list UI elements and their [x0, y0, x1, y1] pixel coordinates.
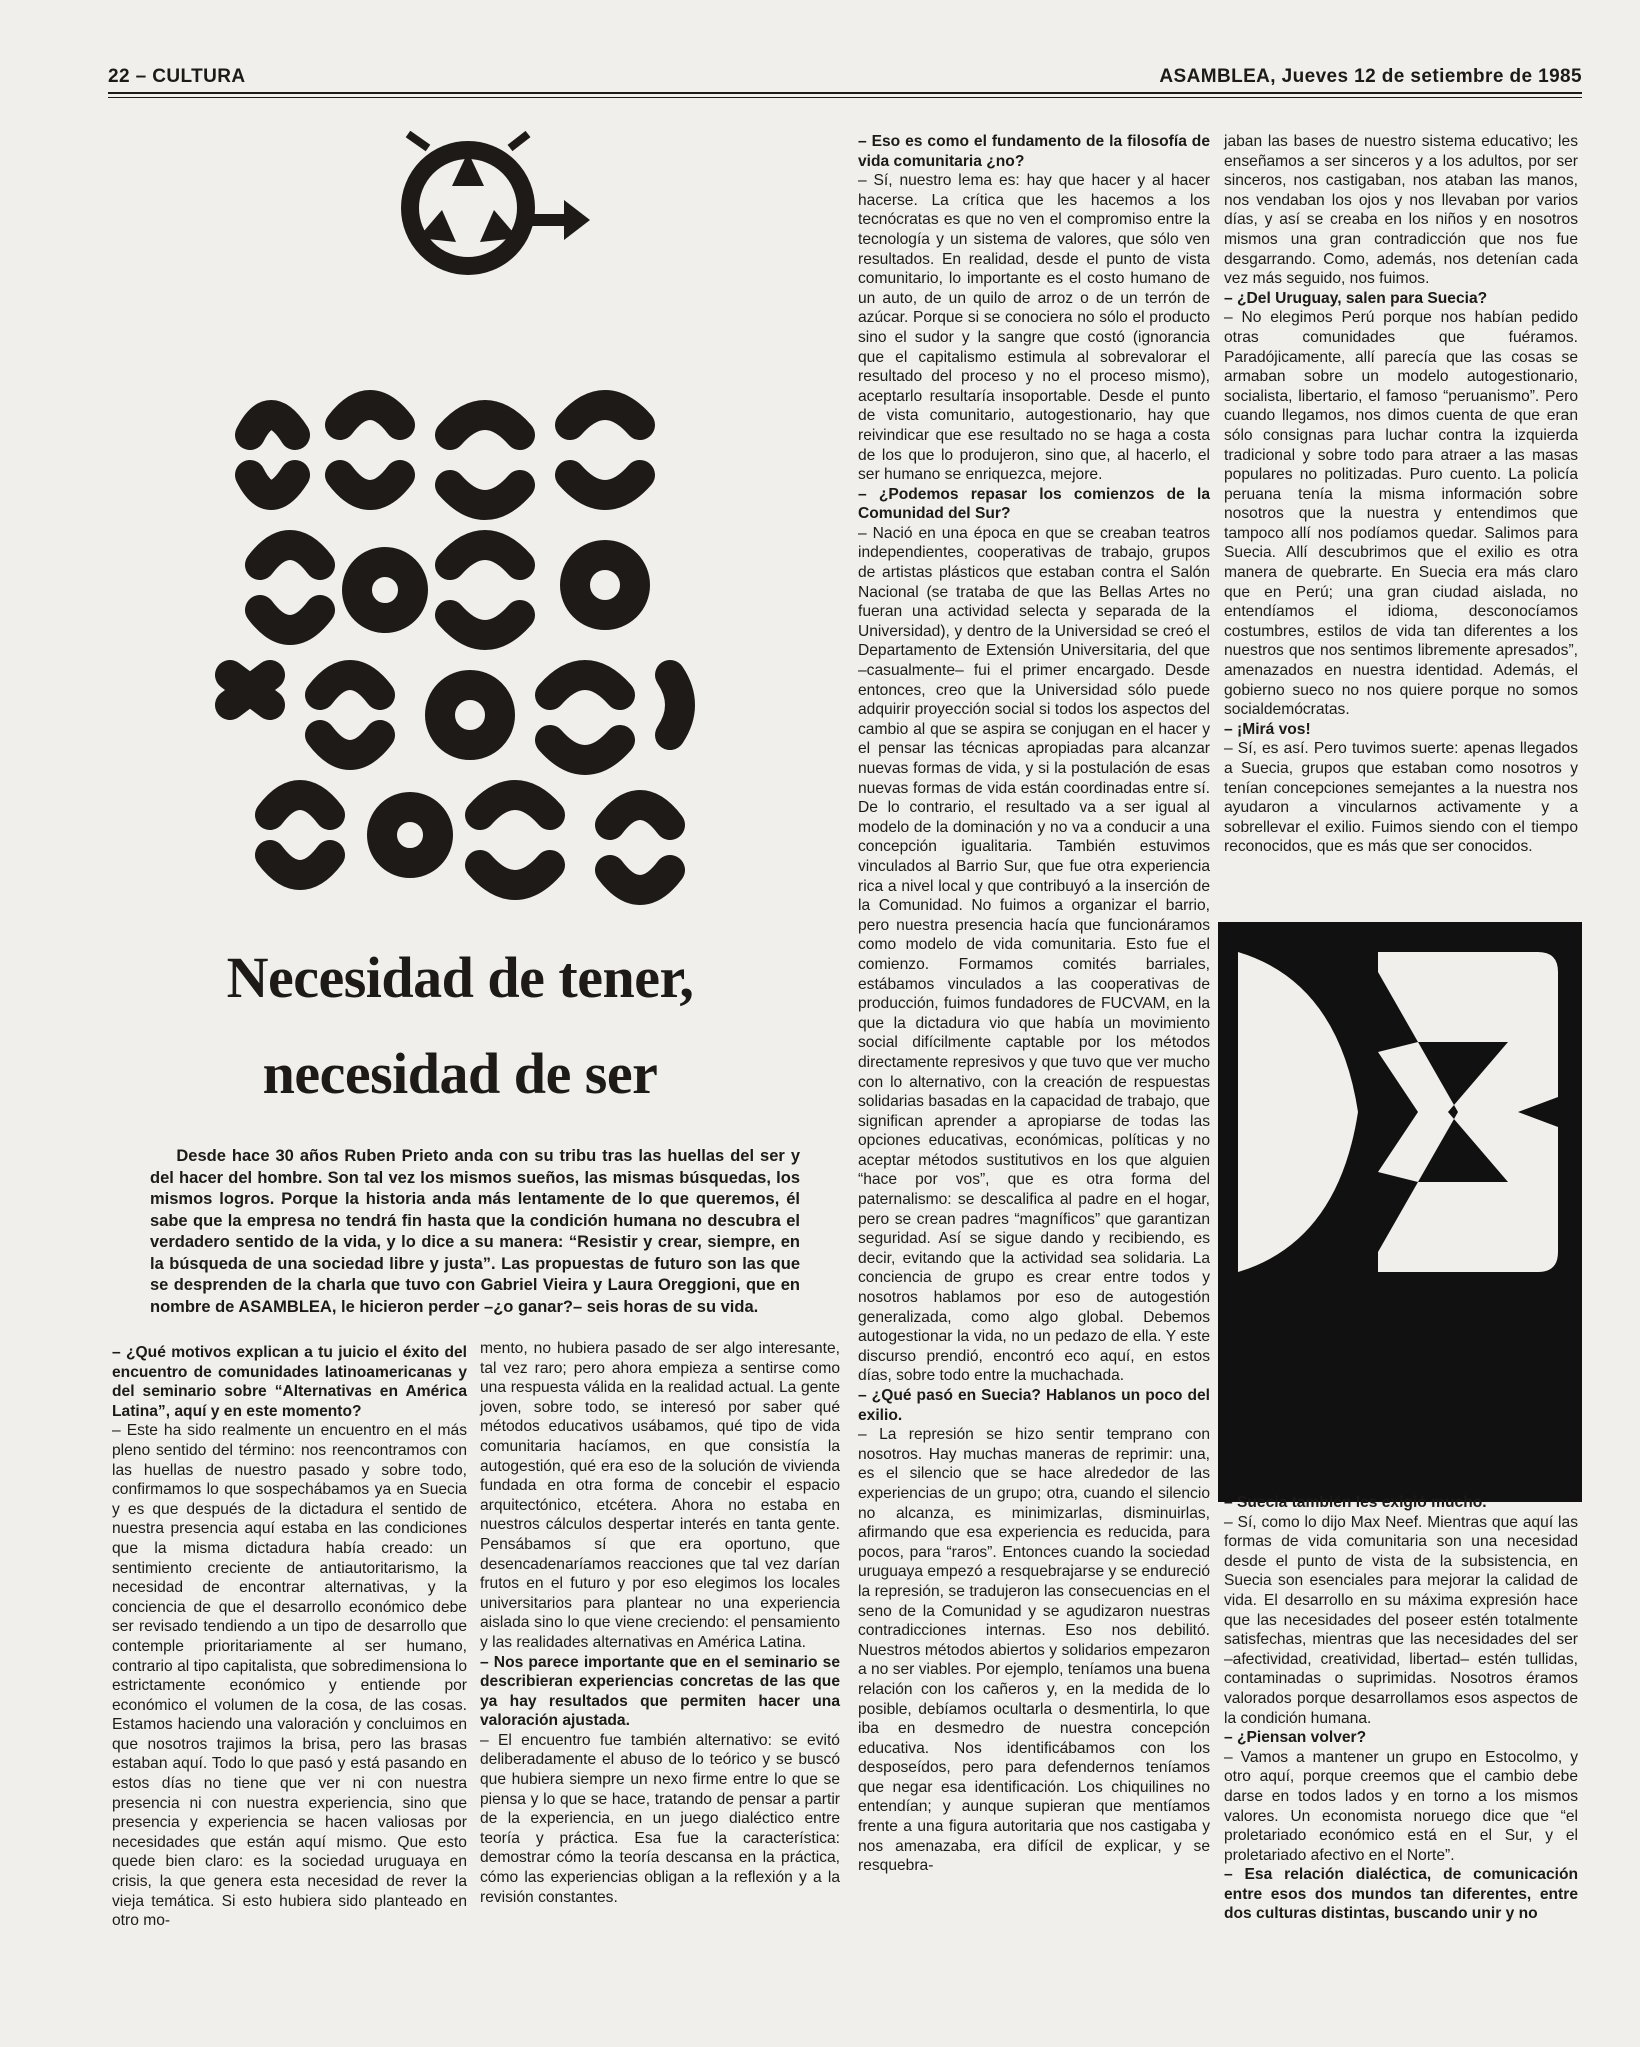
column-2: [480, 1339, 840, 1907]
community-logo: [1218, 922, 1582, 1502]
article-lead: Desde hace 30 años Ruben Prieto anda con su tribu tras las huellas del ser y del hacer del hombre. Son tal vez los mismos sueños, las mismas búsquedas, los mismos logros. Porque la historia anda más lentamente de lo que queremos, él sabe que la empresa no tendrá fin hasta que la condición humana no descubra el verdadero sentido de la vida, y lo dice a su manera: “Resistir y crear, siempre, en la búsqueda de una sociedad libre y justa”. Las propuestas de futuro son las que se desprenden de la charla que tuvo con Gabriel Vieira y Laura Oreggioni, que en nombre de ASAMBLEA, le hicieron perder –¿o ganar?– seis horas de su vida.: [150, 1147, 800, 1316]
interview-question: – Suecia también les exigió mucho.: [1224, 1494, 1487, 1511]
interview-answer: – Nació en una época en que se creaban teatros independientes, cooperativas de trabajo, grupos de artistas plásticos que estaban contra el Salón Nacional (se trataba de que las Bellas Artes no fueran una actividad selecta y separada de la Universidad), y dentro de la Universidad se creó el Departamento de Extensión Universitaria, del que –casualmente– fui el primer encargado. Desde entonces, creo que la Universidad sólo puede adquirir proyección social si todos los aspectos del cambio al que se aspira se conjugan en el hacer y el pensar las técnicas apropiadas para alcanzar nuevas formas de vida, y si la postulación de esas nuevas formas de vida están coordinadas entre sí. De lo contrario, el resultado va a ser igual al modelo de la dominación y no va a conducir a una concepción igualitaria. También estuvimos vinculados al Barrio Sur, que fue otra experiencia rica a nivel local y que contribuyó a la inserción de la Comunidad. No fuimos a organizar el barrio, pero nuestra presencia hacía que funcionáramos como modelo de vida comunitaria. Esto fue el comienzo. Formamos comités barriales, estábamos vinculados a las cooperativas de producción, fuimos fundadores de FUCVAM, en la que la dictadura vio que había un movimiento social difícilmente captable por los métodos directamente represivos y que tuvo que ver mucho con lo alternativo, con la creación de respuestas solidarias basadas en la capacidad de trabajo, que significan aprender a apropiarse de todas las opciones educativas, económicas, políticas y no aceptar métodos sustitutivos en los que alguien “hace por vos”, que es otra forma del paternalismo: se descalifica al padre en el hogar, pero se crean padres “magníficos” que garantizan seguridad. Así se sigue dando y recibiendo, es decir, evitando que la actividad sea solidaria. La conciencia de grupo es crear entre todos y nosotros hablamos por eso de autogestión generalizada, como algo global. Debemos autogestionar la vida, no un pedazo de ella. Y este discurso prendió, encontró eco aquí, en estos días, sobre todo entre la muchachada.: [858, 524, 1210, 1385]
interview-question: – ¿Podemos repasar los comienzos de la Comunidad del Sur?: [858, 485, 1210, 523]
interview-question: – Nos parece importante que en el seminario se describieran experiencias concretas de las que ya hay resultados que permiten hacer una valoración ajustada.: [480, 1653, 840, 1730]
circle-arrow-symbol-illustration: [368, 130, 598, 280]
column-3: [858, 132, 1210, 1876]
interview-question: – Eso es como el fundamento de la filosofía de vida comunitaria ¿no?: [858, 133, 1210, 170]
tribal-pattern-illustration: [210, 375, 720, 920]
interview-question: – ¿Qué motivos explican a tu juicio el éxito del encuentro de comunidades latinoamericanas y del seminario sobre “Alternativas en América Latina”, aquí y en este momento?: [112, 1344, 467, 1420]
interview-answer: – Sí, es así. Pero tuvimos suerte: apenas llegados a Suecia, grupos que estaban como nosotros y tenían concepciones semejantes a la nuestra nos ayudaron a vincularnos activamente y a sobrellevar el exilio. Fuimos siendo con el tiempo reconocidos, que es más que ser conocidos.: [1224, 740, 1578, 856]
column-4: [1224, 132, 1578, 857]
interview-question: – ¿Qué pasó en Suecia? Hablanos un poco del exilio.: [858, 1387, 1210, 1424]
interview-answer: mento, no hubiera pasado de ser algo interesante, tal vez raro; pero ahora empieza a sentirse como una respuesta válida en la realidad actual. La gente joven, sobre todo, se interesó por saber qué métodos educativos usábamos, qué tipo de vida comunitaria hacíamos, en que consistía la autogestión, qué era eso de la solución de vivienda fundada en otra forma de concebir el espacio arquitectónico, etcétera. Ahora no estaba en nuestros cálculos despertar interés en tanta gente. Pensábamos sí que era oportuno, que desencadenaríamos reacciones que tal vez darían frutos en el futuro y por eso elegimos los locales universitarios para plantear no una experiencia aislada sino lo que viene creciendo: el pensamiento y las realidades alternativas en América Latina.: [480, 1340, 840, 1651]
interview-question: – ¿Piensan volver?: [1224, 1729, 1367, 1747]
interview-answer: – La represión se hizo sentir temprano con nosotros. Hay muchas maneras de reprimir: una, es el silencio que se hace alrededor de las experiencias de un grupo; otra, cuando el silencio no alcanza, es minimizarlas, disminuirlas, afirmando que esa experiencia es reducida, para pocos, para “raros”. Entonces cuando la sociedad uruguaya empezó a resquebrajarse y se endureció la represión, se tradujeron las consecuencias en el seno de la Comunidad y se agudizaron nuestras contradicciones internas. Eso nos debilitó. Nuestros métodos abiertos y solidarios empezaron a no ser viables. Por ejemplo, teníamos una buena relación con los cañeros y, en la medida de lo posible, debíamos ocultarla o desmentirla, lo que iba en desmedro de nuestra concepción educativa. Nos identificábamos con los desposeídos, pero para defendernos teníamos que negar esa identificación. Los chiquilines no entendían; y aunque supieran que mentíamos frente a una figura autoritaria que nos castigaba y nos amenazaba, era difícil de explicar, y se resquebra-: [858, 1426, 1210, 1875]
interview-question: – Esa relación dialéctica, de comunicación entre esos dos mundos tan diferentes, entre dos culturas distintas, buscando unir y no: [1224, 1866, 1578, 1923]
title-line-1: Necesidad de tener,: [226, 945, 694, 1010]
header-rule-thin: [108, 97, 1582, 98]
header-rule: [108, 92, 1582, 94]
interview-question: – ¡Mirá vos!: [1224, 720, 1311, 738]
column-1: [112, 1343, 467, 1931]
publication-date: ASAMBLEA, Jueves 12 de setiembre de 1985: [1159, 66, 1582, 87]
interview-answer: – Sí, como lo dijo Max Neef. Mientras que aquí las formas de vida comunitaria son una necesidad desde el punto de vista de la subsistencia, en Suecia son esenciales para mejorar la calidad de vida. El desarrollo en su máxima expresión hace que las necesidades del poseer estén totalmente satisfechas, mientras que las necesidades del ser –afectividad, creatividad, libertad– estén tullidas, contaminadas o suprimidas. Nosotros éramos valorados porque desarrollamos esos aspectos de la condición humana.: [1224, 1513, 1578, 1727]
community-logo-symbol: [1218, 922, 1582, 1502]
interview-answer: – El encuentro fue también alternativo: se evitó deliberadamente el abuso de lo teórico y se buscó que hubiera siempre un nexo firme entre lo que se piensa y lo que se hace, tratando de pensar a partir de la experiencia, en un juego dialéctico entre teoría y práctica. Esa fue la característica: demostrar cómo la teoría descansa en la práctica, cómo las experiencias obligan a la reflexión y a la revisión constantes.: [480, 1731, 840, 1906]
article-title: [120, 930, 800, 1122]
interview-answer: – Vamos a mantener un grupo en Estocolmo, y otro aquí, porque creemos que el cambio debe darse en todos lados y en torno a los mismos valores. Un economista noruego dice que “el proletariado económico está en el Sur, y el proletariado afectivo en el Norte”.: [1224, 1748, 1578, 1864]
title-line-2: necesidad de ser: [262, 1041, 658, 1106]
interview-answer: – Sí, nuestro lema es: hay que hacer y al hacer hacerse. La crítica que les hacemos a los tecnócratas es que no ven el compromiso entre la tecnología y un sistema de valores, que sólo ven resultados. En realidad, desde el punto de vista comunitario, lo importante es el costo humano de un auto, de un quilo de arroz o de un terrón de azúcar. Porque si se conociera no sólo el producto sino el sudor y la sangre que costó (ignorancia que el capitalismo estimula al sobrevalorar el resultado del proceso y no el proceso mismo), aceptarlo resultaría insoportable. Desde el punto de vista comunitario, autogestionario, hay que reivindicar que ese resultado no se haga a costa de los que lo produjeron, sino que, al hacerlo, el ser humano se enriquezca, mejore.: [858, 172, 1210, 484]
column-4-continued: [1224, 1493, 1578, 1924]
interview-answer: jaban las bases de nuestro sistema educativo; les enseñamos a ser sinceros y a los adultos, por ser sinceros, nos castigaban, nos ataban las manos, nos vendaban los ojos y nos llevaban por varios días, y así se creaba en los niños y en nosotros mismos una gran contradicción que nos fue desgarrando. Como, además, nos detenían cada vez más seguido, nos fuimos.: [1224, 133, 1578, 288]
interview-question: – ¿Del Uruguay, salen para Suecia?: [1224, 289, 1488, 307]
interview-answer: – Este ha sido realmente un encuentro en el más pleno sentido del término: nos reencontramos con las huellas de nuestro pasado y sobre todo, confirmamos lo que sospechábamos ya en Suecia y es que después de la dictadura el sentido de nuestra presencia aquí estaba en las condiciones que la misma dictadura había creado: un sentimiento creciente de antiautoritarismo, la necesidad de encontrar alternativas, y la conciencia de que el desarrollo económico debe ser revisado tendiendo a un tipo de desarrollo que contemple prioritariamente al ser humano, contrario al tipo capitalista, que sobredimensiona lo estrictamente económico y entiende por económico el volumen de la cosa, de las cosas. Estamos haciendo una valoración y concluimos en que nosotros trajimos la brisa, pero las brasas estaban aquí. Todo lo que pasó y está pasando en estos días no tiene que ver ni con nuestra presencia ni con nuestra experiencia, sino que presencia y experiencia se hacen valiosas por necesidades que están aquí mismo. Que esto quede bien claro: es la sociedad uruguaya en crisis, la que genera esta necesidad de rever la vieja temática. Si esto hubiera sido planteado en otro mo-: [112, 1422, 467, 1930]
interview-answer: – No elegimos Perú porque nos habían pedido otras comunidades que fuéramos. Paradójicamente, allí parecía que las cosas se armaban sobre un modelo autogestionario, socialista, libertario, el famoso “peruanismo”. Pero cuando llegamos, nos dimos cuenta de que eran sólo consignas para luchar contra la izquierda tradicional y sobre todo para atraer a las masas populares no politizadas. Puro cuento. La policía peruana tenía la misma información sobre nosotros que la nuestra y entendimos que tampoco allí nos podíamos quedar. Salimos para Suecia. Allí descubrimos que el exilio es otra manera de quebrarte. En Suecia era más claro que en Perú; una gran ciudad aislada, no entendíamos el idioma, desconocíamos costumbres, estilos de vida tan diferentes a los nuestros que nos sentimos libremente apresados”, amenazados en nuestra identidad. Además, el gobierno sueco no nos quiere porque no somos socialdemócratas.: [1224, 309, 1578, 719]
page-section: 22 – CULTURA: [108, 66, 246, 87]
